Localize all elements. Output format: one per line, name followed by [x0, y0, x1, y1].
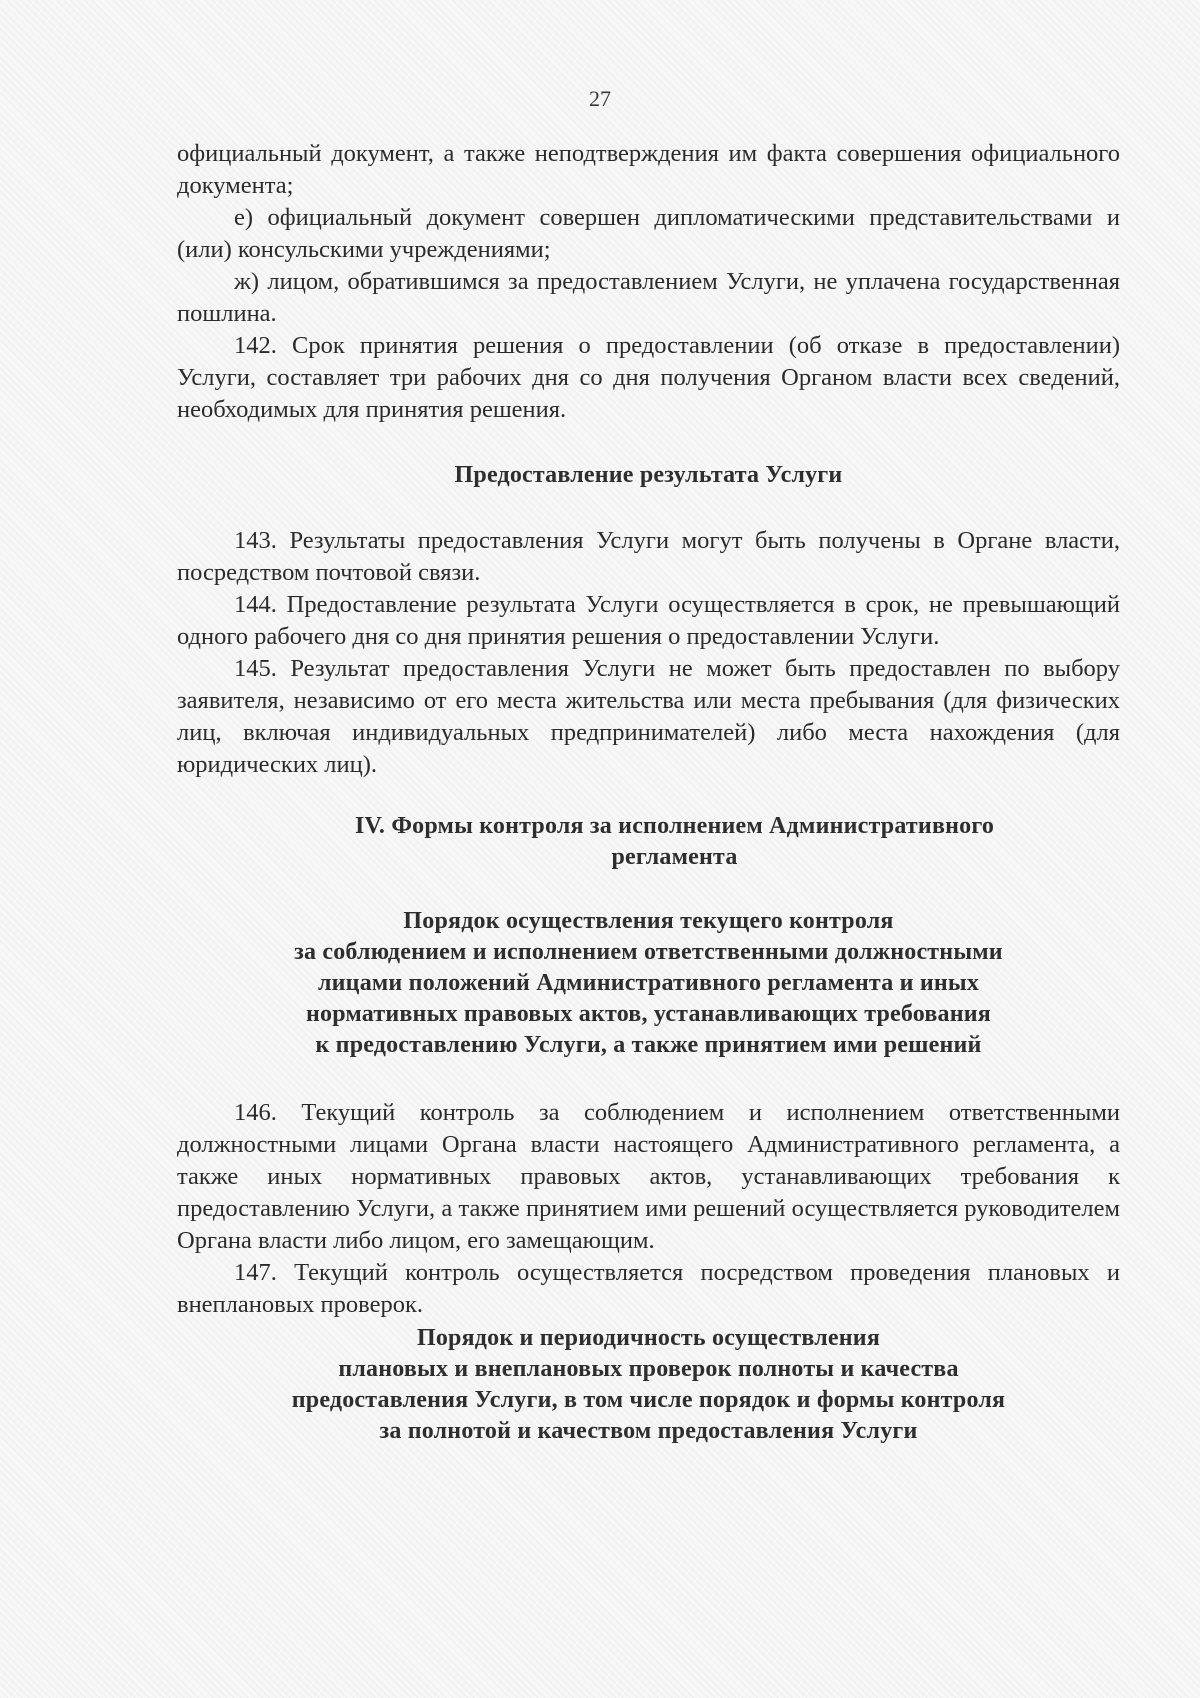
- heading-inspections-line-3: предоставления Услуги, в том числе порядок и формы контроля: [291, 1387, 1006, 1413]
- heading-current-control-line-3: лицами положений Административного регламента и иных: [317, 970, 980, 996]
- paragraph-147: 147. Текущий контроль осуществляется посредством проведения плановых и внеплановых проверок.: [177, 1259, 1120, 1318]
- heading-inspections-line-4: за полнотой и качеством предоставления Услуги: [379, 1418, 918, 1444]
- paragraph-146: 146. Текущий контроль за соблюдением и исполнением ответственными должностными лицами Органа власти настоящего Административного регламента, а также иных нормативных правовых актов, устанавливающих требования к предоставлению Услуги, а также принятием ими решений осуществляется руководителем Органа власти либо лицом, его замещающим.: [177, 1099, 1120, 1254]
- section-iv-title: [177, 811, 1120, 873]
- heading-current-control-line-5: к предоставлению Услуги, а также принятием ими решений: [315, 1032, 982, 1058]
- paragraph-142: 142. Срок принятия решения о предоставлении (об отказе в предоставлении) Услуги, составляет три рабочих дня со дня получения Органом власти всех сведений, необходимых для принятия решения.: [177, 332, 1120, 423]
- document-body: [177, 138, 1120, 1447]
- paragraph-item-zh: ж) лицом, обратившимся за предоставлением Услуги, не уплачена государственная пошлина.: [177, 268, 1120, 327]
- paragraph-continuation: официальный документ, а также неподтверждения им факта совершения официального документа;: [177, 140, 1120, 199]
- paragraph-144: 144. Предоставление результата Услуги осуществляется в срок, не превышающий одного рабочего дня со дня принятия решения о предоставлении Услуги.: [177, 591, 1120, 650]
- section-iv-title-line-2: регламента: [611, 844, 738, 870]
- heading-inspections-line-1: Порядок и периодичность осуществления: [416, 1325, 880, 1351]
- heading-current-control-line-4: нормативных правовых актов, устанавливающих требования: [306, 1001, 991, 1027]
- heading-current-control: [177, 906, 1120, 1061]
- section-iv-title-line-1: IV. Формы контроля за исполнением Административного: [354, 813, 995, 839]
- page-number: 27: [589, 86, 611, 111]
- heading-inspections-line-2: плановых и внеплановых проверок полноты и качества: [338, 1356, 959, 1382]
- heading-current-control-line-2: за соблюдением и исполнением ответственными должностными: [294, 939, 1003, 965]
- paragraph-item-e: е) официальный документ совершен дипломатическими представительствами и (или) консульскими учреждениями;: [177, 204, 1120, 263]
- heading-current-control-line-1: Порядок осуществления текущего контроля: [403, 908, 894, 934]
- paragraph-143: 143. Результаты предоставления Услуги могут быть получены в Органе власти, посредством почтовой связи.: [177, 527, 1120, 586]
- paragraph-145: 145. Результат предоставления Услуги не может быть предоставлен по выбору заявителя, независимо от его места жительства или места пребывания (для физических лиц, включая индивидуальных предпринимателей) либо места нахождения (для юридических лиц).: [177, 655, 1120, 778]
- heading-inspections: [177, 1323, 1120, 1447]
- heading-result: Предоставление результата Услуги: [454, 462, 843, 488]
